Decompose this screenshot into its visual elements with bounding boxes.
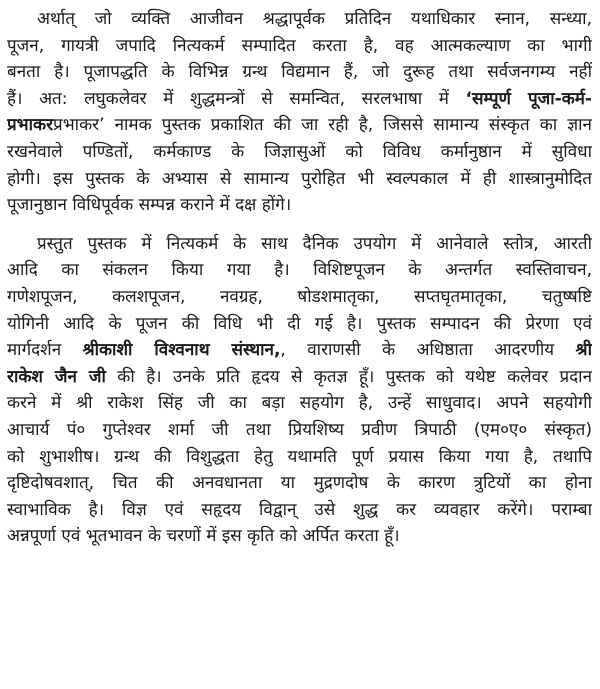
text-run: मार्गदर्शन <box>7 340 83 361</box>
text-line: पूजन, गायत्री जपादि नित्यकर्म सम्पादित करता है, वह आत्मकल्याण का भागी <box>7 35 592 56</box>
name-bold: राकेश जैन जी <box>7 366 106 387</box>
text-line: अन्नपूर्णा एवं भूतभावन के चरणों में इस कृति को अर्पित करता हूँ। <box>7 526 400 547</box>
text-line: करने में श्री राकेश सिंह जी का बड़ा सहयोग है, उन्हें साधुवाद। अपने सहयोगी <box>7 393 592 414</box>
book-title-bold-cont: प्रभाकर <box>7 115 54 136</box>
text-line: रखनेवाले पण्डितों, कर्मकाण्ड के जिज्ञासुओं को विविध कर्मानुष्ठान में सुविधा <box>7 141 592 162</box>
text-line: योगिनी आदि के पूजन की विधि भी दी गई है। पुस्तक सम्पादन की प्रेरणा एवं <box>7 313 592 334</box>
text-line <box>7 364 592 391</box>
text-run: प्रभाकर’ नामक पुस्तक प्रकाशित की जा रही है, जिससे सामान्य संस्कृत का ज्ञान <box>53 115 592 136</box>
text-line <box>7 337 592 364</box>
text-line: अर्थात् जो व्यक्ति आजीवन श्रद्धापूर्वक प्रतिदिन यथाधिकार स्नान, सन्ध्या, <box>37 9 592 29</box>
book-title-bold: ‘सम्पूर्ण पूजा-कर्म- <box>465 88 592 109</box>
text-run: हैं। अत: लघुकलेवर में शुद्धमन्त्रों से समन्वित, सरलभाषा में <box>7 88 466 109</box>
text-line: बनता है। पूजापद्धति के विभिन्न ग्रन्थ विद्यमान हैं, जो दुरूह तथा सर्वजनगम्य नहीं <box>7 62 592 83</box>
text-line: दृष्टिदोषवशात्, चित की अनवधानता या मुद्रणदोष के कारण त्रुटियों का होना <box>7 473 592 494</box>
text-line: गणेशपूजन, कलशपूजन, नवग्रह, षोडशमातृका, सप्तघृतमातृका, चतुष्षष्टि <box>7 286 592 307</box>
shri-bold: श्री <box>575 340 592 361</box>
text-line <box>7 86 592 113</box>
paragraph-2 <box>7 231 592 550</box>
text-line: आदि का संकलन किया गया है। विशिष्टपूजन के अन्तर्गत स्वस्तिवाचन, <box>7 260 592 281</box>
paragraph-1 <box>7 6 592 219</box>
text-line: होगी। इस पुस्तक के अभ्यास से सामान्य पुरोहित भी स्वल्पकाल में ही शास्त्रानुमोदित <box>7 168 592 189</box>
text-line: प्रस्तुत पुस्तक में नित्यकर्म के साथ दैनिक उपयोग में आनेवाले स्तोत्र, आरती <box>37 233 592 254</box>
sansthan-bold: श्रीकाशी विश्वनाथ संस्थान, <box>82 340 281 361</box>
text-run: की है। उनके प्रति हृदय से कृतज्ञ हूँ। पुस्तक को यथेष्ट कलेवर प्रदान <box>117 366 592 387</box>
text-run: , वाराणसी के अधिष्ठाता आदरणीय <box>280 340 576 361</box>
text-line: पूजानुष्ठान विधिपूर्वक सम्पन्न कराने में दक्ष होंगे। <box>7 195 292 216</box>
text-line: को शुभाशीष। ग्रन्थ की विशुद्धता हेतु यथामति पूर्ण प्रयास किया गया है, तथापि <box>7 446 592 467</box>
paragraph-gap <box>7 219 592 231</box>
text-line: आचार्य पं० गुप्तेश्वर शर्मा जी तथा प्रियशिष्य प्रवीण त्रिपाठी (एम०ए० संस्कृत) <box>7 419 592 440</box>
text-line: स्वाभाविक है। विज्ञ एवं सहृदय विद्वान् उसे शुद्ध कर व्यवहार करेंगे। पराम्बा <box>7 499 592 520</box>
text-line <box>7 112 592 139</box>
